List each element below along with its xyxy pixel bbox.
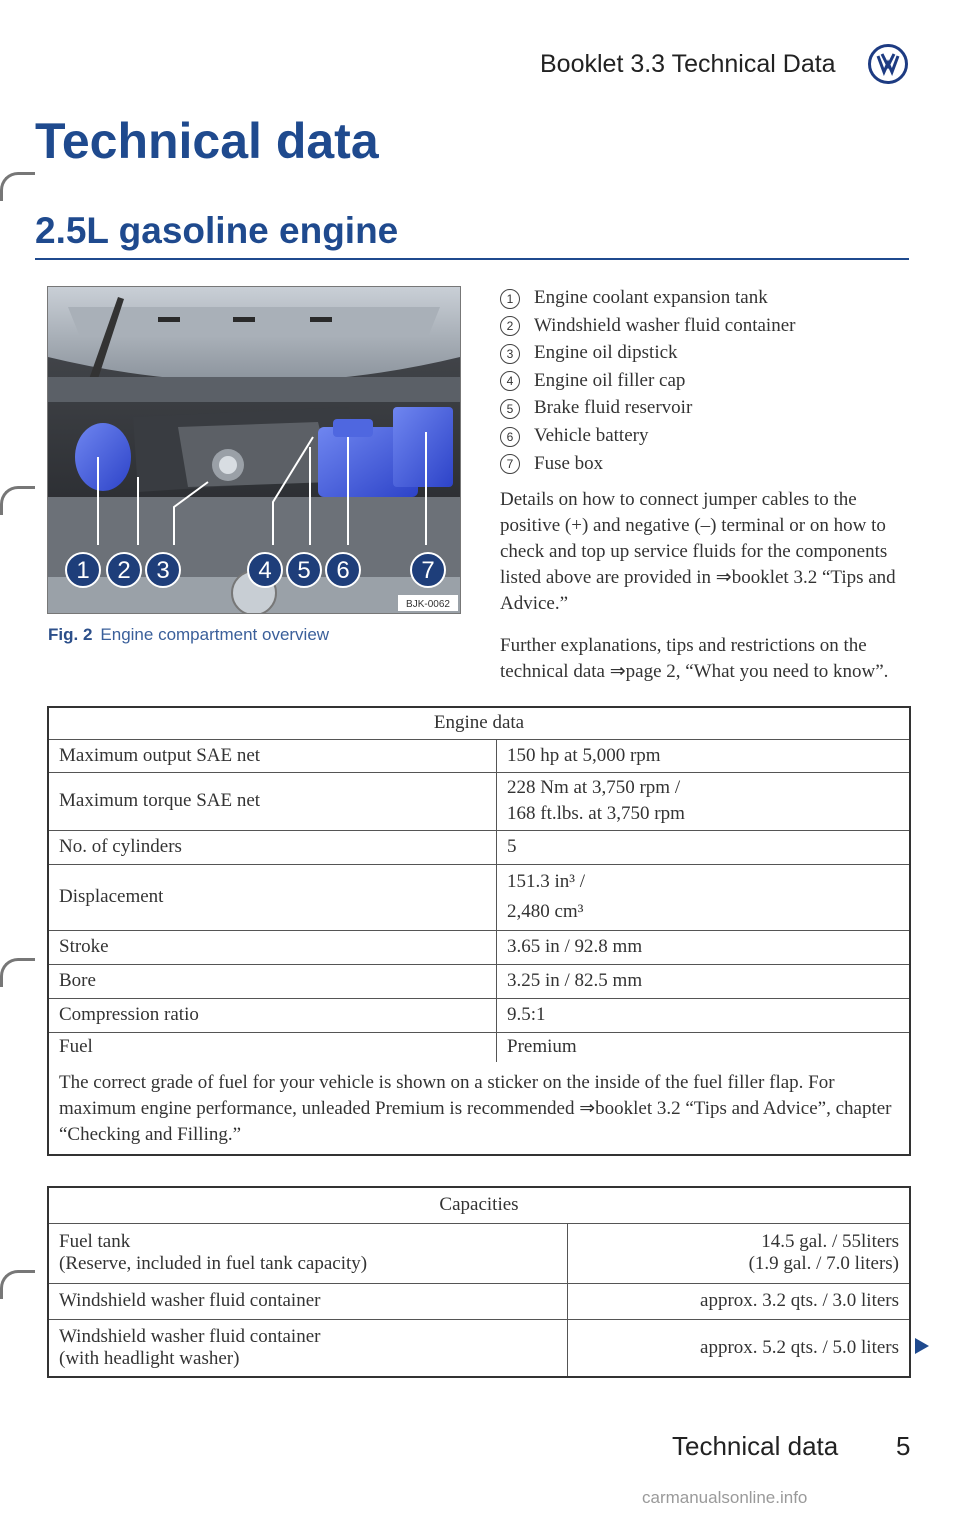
row-value — [497, 772, 911, 830]
row-label: Bore — [48, 964, 497, 998]
legend-text: Fuse box — [534, 452, 604, 474]
callout-4-label: 4 — [258, 557, 272, 584]
row-value-line2: 168 ft.lbs. at 3,750 rpm — [507, 803, 685, 824]
legend-number: 4 — [500, 371, 520, 391]
row-label: Windshield washer fluid container — [48, 1283, 568, 1319]
legend-item — [500, 422, 910, 450]
further-paragraph: Further explanations, tips and restrictions on the technical data ⇒page 2, “What you need to know”. — [500, 635, 889, 683]
table-row — [48, 864, 910, 930]
continue-arrow-icon — [915, 1338, 929, 1354]
figure-caption-text: Engine compartment overview — [100, 625, 330, 644]
battery-shape — [393, 407, 453, 487]
running-header — [540, 50, 836, 79]
table-row — [48, 772, 910, 830]
figure-label: Fig. 2 — [48, 625, 93, 644]
legend-number: 3 — [500, 344, 520, 364]
row-value-line1: 14.5 gal. / 55liters — [761, 1231, 899, 1252]
table-row — [48, 1223, 910, 1283]
legend-number: 7 — [500, 454, 520, 474]
table-row — [48, 1283, 910, 1319]
table-heading: Capacities — [48, 1187, 910, 1223]
table-row — [48, 1032, 910, 1062]
legend-item — [500, 394, 910, 422]
margin-mark — [0, 172, 35, 201]
row-label-line2: (Reserve, included in fuel tank capacity) — [59, 1253, 368, 1274]
legend-item — [500, 312, 910, 340]
row-value — [568, 1223, 911, 1283]
row-value-line2: (1.9 gal. / 7.0 liters) — [748, 1253, 899, 1274]
row-value — [497, 864, 911, 930]
row-label — [48, 1223, 568, 1283]
margin-mark — [0, 486, 35, 515]
callout-2-label: 2 — [117, 557, 131, 584]
row-label-line2: (with headlight washer) — [59, 1347, 240, 1369]
legend-number: 2 — [500, 316, 520, 336]
figure-caption — [48, 625, 329, 645]
table-row — [48, 930, 910, 964]
row-label: Fuel — [48, 1032, 497, 1062]
legend-text: Engine oil filler cap — [534, 369, 686, 391]
legend-text: Brake fluid reservoir — [534, 397, 693, 419]
row-value: approx. 3.2 qts. / 3.0 liters — [568, 1283, 911, 1319]
table-row — [48, 998, 910, 1032]
margin-mark — [0, 958, 35, 987]
table-row — [48, 739, 910, 772]
table-row — [48, 830, 910, 864]
row-value-line1: 228 Nm at 3,750 rpm / — [507, 777, 681, 798]
row-label: Displacement — [48, 864, 497, 930]
legend-number: 1 — [500, 289, 520, 309]
row-label: Compression ratio — [48, 998, 497, 1032]
row-label: Stroke — [48, 930, 497, 964]
row-value: 9.5:1 — [497, 998, 911, 1032]
title-rule — [35, 258, 909, 260]
legend-item — [500, 339, 910, 367]
row-label — [48, 1319, 568, 1377]
row-value: approx. 5.2 qts. / 5.0 liters — [568, 1319, 911, 1377]
callout-7-label: 7 — [421, 557, 435, 584]
header-booklet: Booklet 3.3 — [540, 50, 666, 78]
legend-text: Windshield washer fluid container — [534, 314, 796, 336]
details-paragraph: Details on how to connect jumper cables to the positive (+) and negative (–) terminal or on how to check and top up service fluids for the components listed above are provided in ⇒booklet 3.2 “Tips and Advice.” — [500, 489, 896, 615]
legend-block — [500, 284, 910, 685]
engine-compartment-figure — [47, 286, 461, 614]
table-row — [48, 964, 910, 998]
row-value: 150 hp at 5,000 rpm — [497, 739, 911, 772]
row-label-line1: Fuel tank — [59, 1231, 131, 1252]
callout-1-label: 1 — [76, 557, 90, 584]
margin-mark — [0, 1270, 35, 1299]
page-number: 5 — [896, 1431, 911, 1461]
callout-3-label: 3 — [156, 557, 170, 584]
vw-logo-icon — [868, 44, 908, 84]
callout-5-label: 5 — [297, 557, 311, 584]
row-value-line1: 151.3 in³ / — [507, 871, 586, 892]
legend-item — [500, 284, 910, 312]
page-title: Technical data — [35, 113, 379, 169]
row-value: 5 — [497, 830, 911, 864]
callout-6-label: 6 — [336, 557, 350, 584]
legend-text: Vehicle battery — [534, 424, 649, 446]
table-row — [48, 1319, 910, 1377]
table-heading: Engine data — [48, 707, 910, 739]
row-label: No. of cylinders — [48, 830, 497, 864]
watermark: carmanualsonline.info — [642, 1488, 808, 1507]
engine-data-table — [47, 706, 911, 1156]
legend-text: Engine coolant expansion tank — [534, 287, 768, 308]
footer-title: Technical data — [672, 1431, 839, 1461]
row-value-line2: 2,480 cm³ — [507, 901, 584, 922]
legend-number: 6 — [500, 427, 520, 447]
section-title: 2.5L gasoline engine — [35, 210, 399, 251]
header-section: Technical Data — [671, 50, 836, 78]
figure-code: BJK-0062 — [406, 599, 450, 610]
row-value: 3.25 in / 82.5 mm — [497, 964, 911, 998]
legend-text: Engine oil dipstick — [534, 342, 678, 364]
fuel-note: The correct grade of fuel for your vehicle is shown on a sticker on the inside of the fuel filler flap. For maximum engine performance, unleaded Premium is recommended ⇒booklet 3.2 “Tips and Advice”, chapter “Checking and Filling.” — [48, 1062, 910, 1155]
capacities-table — [47, 1186, 911, 1378]
row-label: Maximum torque SAE net — [48, 772, 497, 830]
row-value: 3.65 in / 92.8 mm — [497, 930, 911, 964]
row-label: Maximum output SAE net — [48, 739, 497, 772]
row-value: Premium — [497, 1032, 911, 1062]
legend-item — [500, 450, 910, 478]
legend-item — [500, 367, 910, 395]
coolant-tank-shape — [75, 423, 131, 491]
legend-number: 5 — [500, 399, 520, 419]
row-label-line1: Windshield washer fluid container — [59, 1325, 321, 1347]
